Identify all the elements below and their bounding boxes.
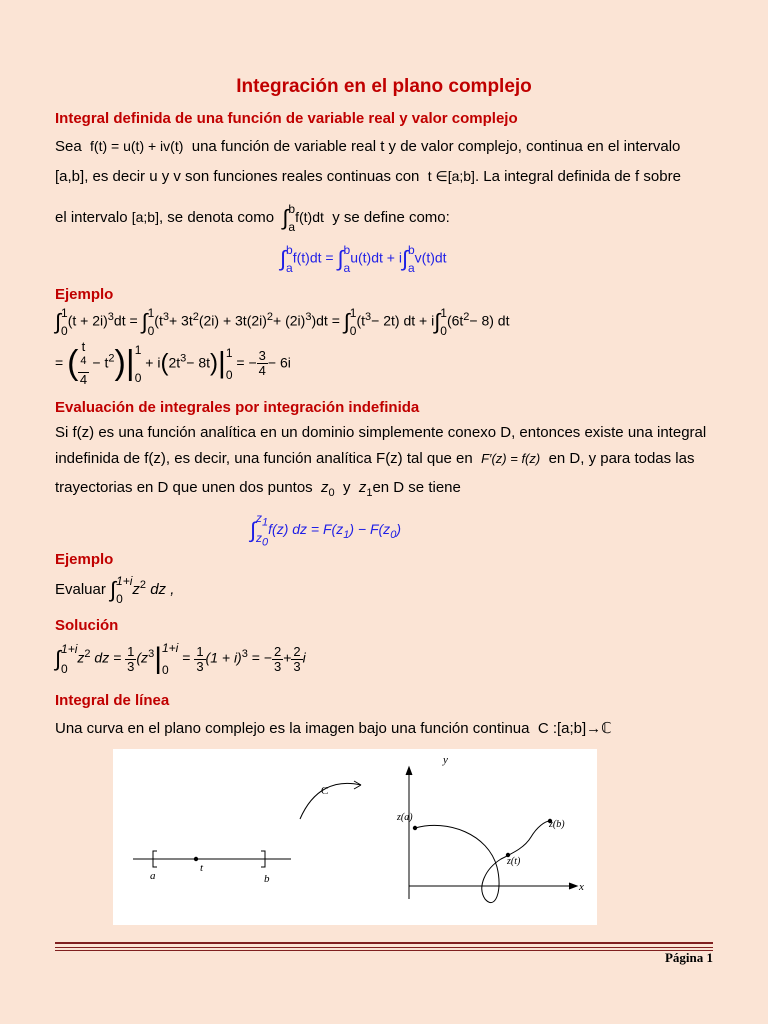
paragraph-line-3 (55, 203, 450, 233)
footer-rule (55, 947, 713, 948)
integral-limits: b a (288, 202, 296, 234)
label-zb: z(b) (549, 819, 565, 830)
page-title: Integración en el plano complejo (236, 76, 532, 97)
label-b: b (264, 873, 270, 885)
definite-integral-formula: ∫ b a f(t)dt = ∫ b a u(t)dt + i∫ b a v(t)dt (280, 243, 447, 275)
label-za: z(a) (397, 812, 413, 823)
curve-diagram (113, 749, 597, 925)
text: una función de variable real t y de valor complejo, continua en el intervalo (191, 138, 681, 155)
paragraph-line: Si f(z) es una función analítica en un dominio simplemente conexo D, entonces existe una integral (55, 424, 707, 441)
footer-rule (55, 942, 713, 944)
solution-heading: Solución (55, 617, 119, 634)
page-number: Página 1 (664, 950, 713, 965)
label-x: x (579, 881, 584, 893)
section-heading-definite-integral: Integral definida de una función de variable real y valor complejo (55, 110, 518, 127)
section-heading-indefinite: Evaluación de integrales por integración indefinida (55, 399, 420, 416)
math-f-t: f(t) = u(t) + iv(t) (90, 138, 184, 154)
label-zt: z(t) (507, 856, 521, 867)
math-interval: [a;b] (131, 208, 159, 225)
math-interval: [a,b] (55, 168, 85, 185)
solution-formula: ∫ 1+i 0 $z^2$ dz = $\frac{1}{3}$ ($z^3|$ 1+i 0 = $\frac{1}{3}$ $(1 + i)^3$ = − $\frac{2}{3}$ + $\frac{2}{3}$ i (55, 641, 306, 677)
curve-figure (113, 749, 597, 925)
text: Sea (55, 138, 82, 155)
text: el intervalo (55, 208, 128, 226)
example2-statement: Evaluar ∫ 1+i 0 $z^2$ dz , (55, 574, 175, 606)
label-t: t (200, 862, 204, 874)
example-heading: Ejemplo (55, 286, 114, 303)
math-t-in-interval: t ∈[a;b] (427, 168, 475, 184)
integral-sign: ∫ (282, 205, 289, 230)
indefinite-integral-formula: ∫ $z_1$ $z_0$ f(z) dz = $F(z_1) - F(z_0)$ (250, 511, 401, 549)
label-C: C (321, 785, 329, 797)
label-a: a (150, 870, 156, 882)
example1-row1: ∫ 1 0 $(t + 2i)^3dt$ = ∫ 1 0 $(t^3+ 3t^2(2i) + 3t(2i)^2+ (2i)^3)dt$ = ∫ 1 0 $(t^3- 2t)$ dt + i∫ 1 0 $(6t^2- 8)$ dt (55, 306, 510, 338)
text: y se define como: (332, 208, 450, 226)
text: , se denota como (158, 208, 275, 226)
text: , es decir u y v son funciones reales continuas con (84, 168, 420, 185)
integrand: f(t)dt (295, 208, 324, 225)
label-y: y (443, 754, 448, 766)
paragraph-line-1 (55, 138, 680, 155)
section-heading-line-integral: Integral de línea (55, 692, 170, 709)
footer-rule (55, 950, 713, 951)
paragraph-line: indefinida de f(z), es decir, una función analítica F(z) tal que en F′(z) = f(z) en D, y para todas las (55, 450, 695, 467)
paragraph-line: Una curva en el plano complejo es la imagen bajo una función continua C :[a;b]→ℂ (55, 720, 612, 737)
paragraph-line-2 (55, 168, 681, 185)
text: . La integral definida de f sobre (474, 168, 681, 185)
example-heading: Ejemplo (55, 551, 114, 568)
example1-row2: = ( t $^4$ 4 − $t^2)|$ 1 0 + $i(2t^3- 8t)|$ 1 0 = − $\frac{3}{4}$ − 6i (55, 339, 291, 388)
paragraph-line: trayectorias en D que unen dos puntos $z_0$ y $z_1en$ D se tiene (55, 479, 461, 499)
